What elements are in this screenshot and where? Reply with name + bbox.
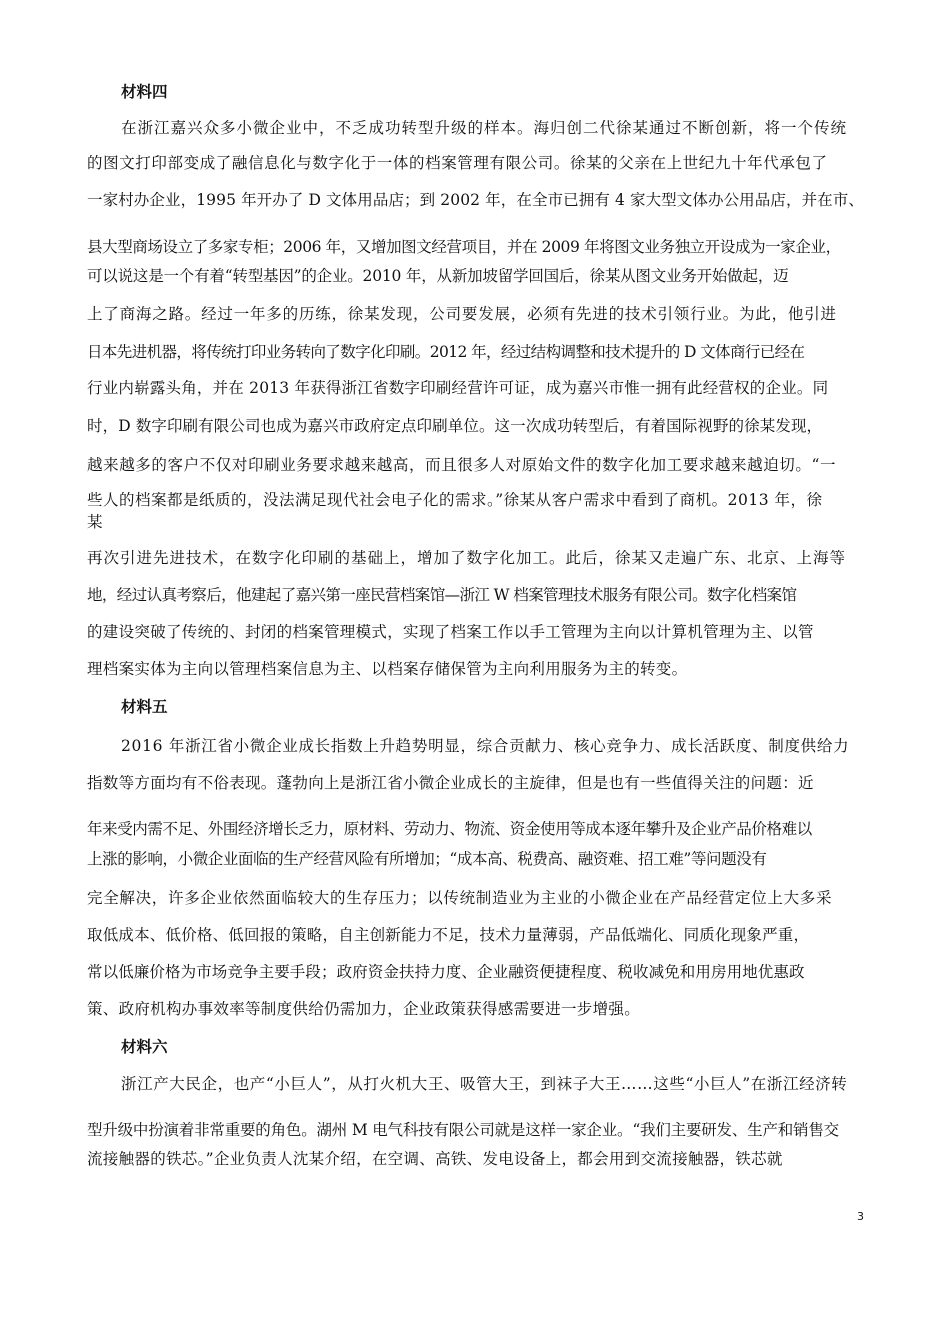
material6-line: 浙江产大民企，也产“小巨人”，从打火机大王、吸管大王，到袜子大王……这些“小巨人”在浙江经济转 (121, 1075, 848, 1093)
material5-line: 取低成本、低价格、低回报的策略，自主创新能力不足，技术力量薄弱，产品低端化、同质化现象严重， (87, 926, 810, 944)
material5-line: 策、政府机构办事效率等制度供给仍需加力，企业政策获得感需要进一步增强。 (87, 1000, 641, 1018)
material4-line: 再次引进先进技术，在数字化印刷的基础上，增加了数字化加工。此后，徐某又走遍广东、北京、上海等 (87, 549, 847, 567)
material5-line: 年来受内需不足、外围经济增长乏力，原材料、劳动力、物流、资金使用等成本逐年攀升及企业产品价格难以 (87, 820, 812, 838)
material4-line: 可以说这是一个有着“转型基因”的企业。2010 年，从新加坡留学回国后，徐某从图文业务开始做起，迈 (87, 267, 789, 285)
material4-line: 理档案实体为主向以管理档案信息为主、以档案存储保管为主向利用服务为主的转变。 (87, 660, 688, 678)
material5-line: 指数等方面均有不俗表现。蓬勃向上是浙江省小微企业成长的主旋律，但是也有一些值得关注的问题：近 (87, 774, 814, 792)
material4-line: 的图文打印部变成了融信息化与数字化于一体的档案管理有限公司。徐某的父亲在上世纪九十年代承包了 (87, 154, 828, 172)
material4-line: 日本先进机器，将传统打印业务转向了数字化印刷。2012 年，经过结构调整和技术提升的 D 文体商行已经在 (87, 343, 805, 361)
material5-line: 上涨的影响，小微企业面临的生产经营风险有所增加；“成本高、税费高、融资难、招工难”等问题没有 (87, 850, 767, 868)
material4-line: 一家村办企业，1995 年开办了 D 文体用品店；到 2002 年，在全市已拥有 4 家大型文体办公用品店，并在市、 (87, 191, 864, 209)
material4-line: 在浙江嘉兴众多小微企业中，不乏成功转型升级的样本。海归创二代徐某通过不断创新，将一个传统 (121, 119, 848, 137)
material4-line: 些人的档案都是纸质的，没法满足现代社会电子化的需求。”徐某从客户需求中看到了商机。2013 年，徐 (87, 491, 823, 509)
material4-line: 县大型商场设立了多家专柜；2006 年，又增加图文经营项目，并在 2009 年将图文业务独立开设成为一家企业， (87, 238, 841, 256)
material5-line: 完全解决，许多企业依然面临较大的生存压力；以传统制造业为主业的小微企业在产品经营定位上大多采 (87, 889, 833, 907)
material4-line: 行业内崭露头角，并在 2013 年获得浙江省数字印刷经营许可证，成为嘉兴市惟一拥有此经营权的企业。同 (87, 379, 829, 397)
material4-line: 地，经过认真考察后，他建起了嘉兴第一座民营档案馆—浙江 W 档案管理技术服务有限公司。数字化档案馆 (87, 586, 797, 604)
page-number: 3 (857, 1210, 864, 1223)
material6-line: 流接触器的铁芯。”企业负责人沈某介绍，在空调、高铁、发电设备上，都会用到交流接触器，铁芯就 (87, 1150, 783, 1168)
material5-line: 2016 年浙江省小微企业成长指数上升趋势明显，综合贡献力、核心竞争力、成长活跃度、制度供给力 (121, 737, 850, 755)
material4-line: 上了商海之路。经过一年多的历练，徐某发现，公司要发展，必须有先进的技术引领行业。为此，他引进 (87, 305, 837, 323)
material6-line: 型升级中扮演着非常重要的角色。湖州 M 电气科技有限公司就是这样一家企业。“我们主要研发、生产和销售交 (87, 1121, 839, 1139)
material5-heading: 材料五 (121, 698, 168, 716)
material4-heading: 材料四 (121, 83, 168, 101)
material4-line: 越来越多的客户不仅对印刷业务要求越来越高，而且很多人对原始文件的数字化加工要求越来越迫切。“一 (87, 456, 837, 474)
material4-line: 的建设突破了传统的、封闭的档案管理模式，实现了档案工作以手工管理为主向以计算机管理为主、以管 (87, 623, 814, 641)
material6-heading: 材料六 (121, 1038, 168, 1056)
material5-line: 常以低廉价格为市场竞争主要手段；政府资金扶持力度、企业融资便捷程度、税收减免和用房用地优惠政 (87, 963, 805, 981)
material4-line: 某 (87, 513, 103, 531)
material4-line: 时，D 数字印刷有限公司也成为嘉兴市政府定点印刷单位。这一次成功转型后，有着国际视野的徐某发现， (87, 417, 823, 435)
